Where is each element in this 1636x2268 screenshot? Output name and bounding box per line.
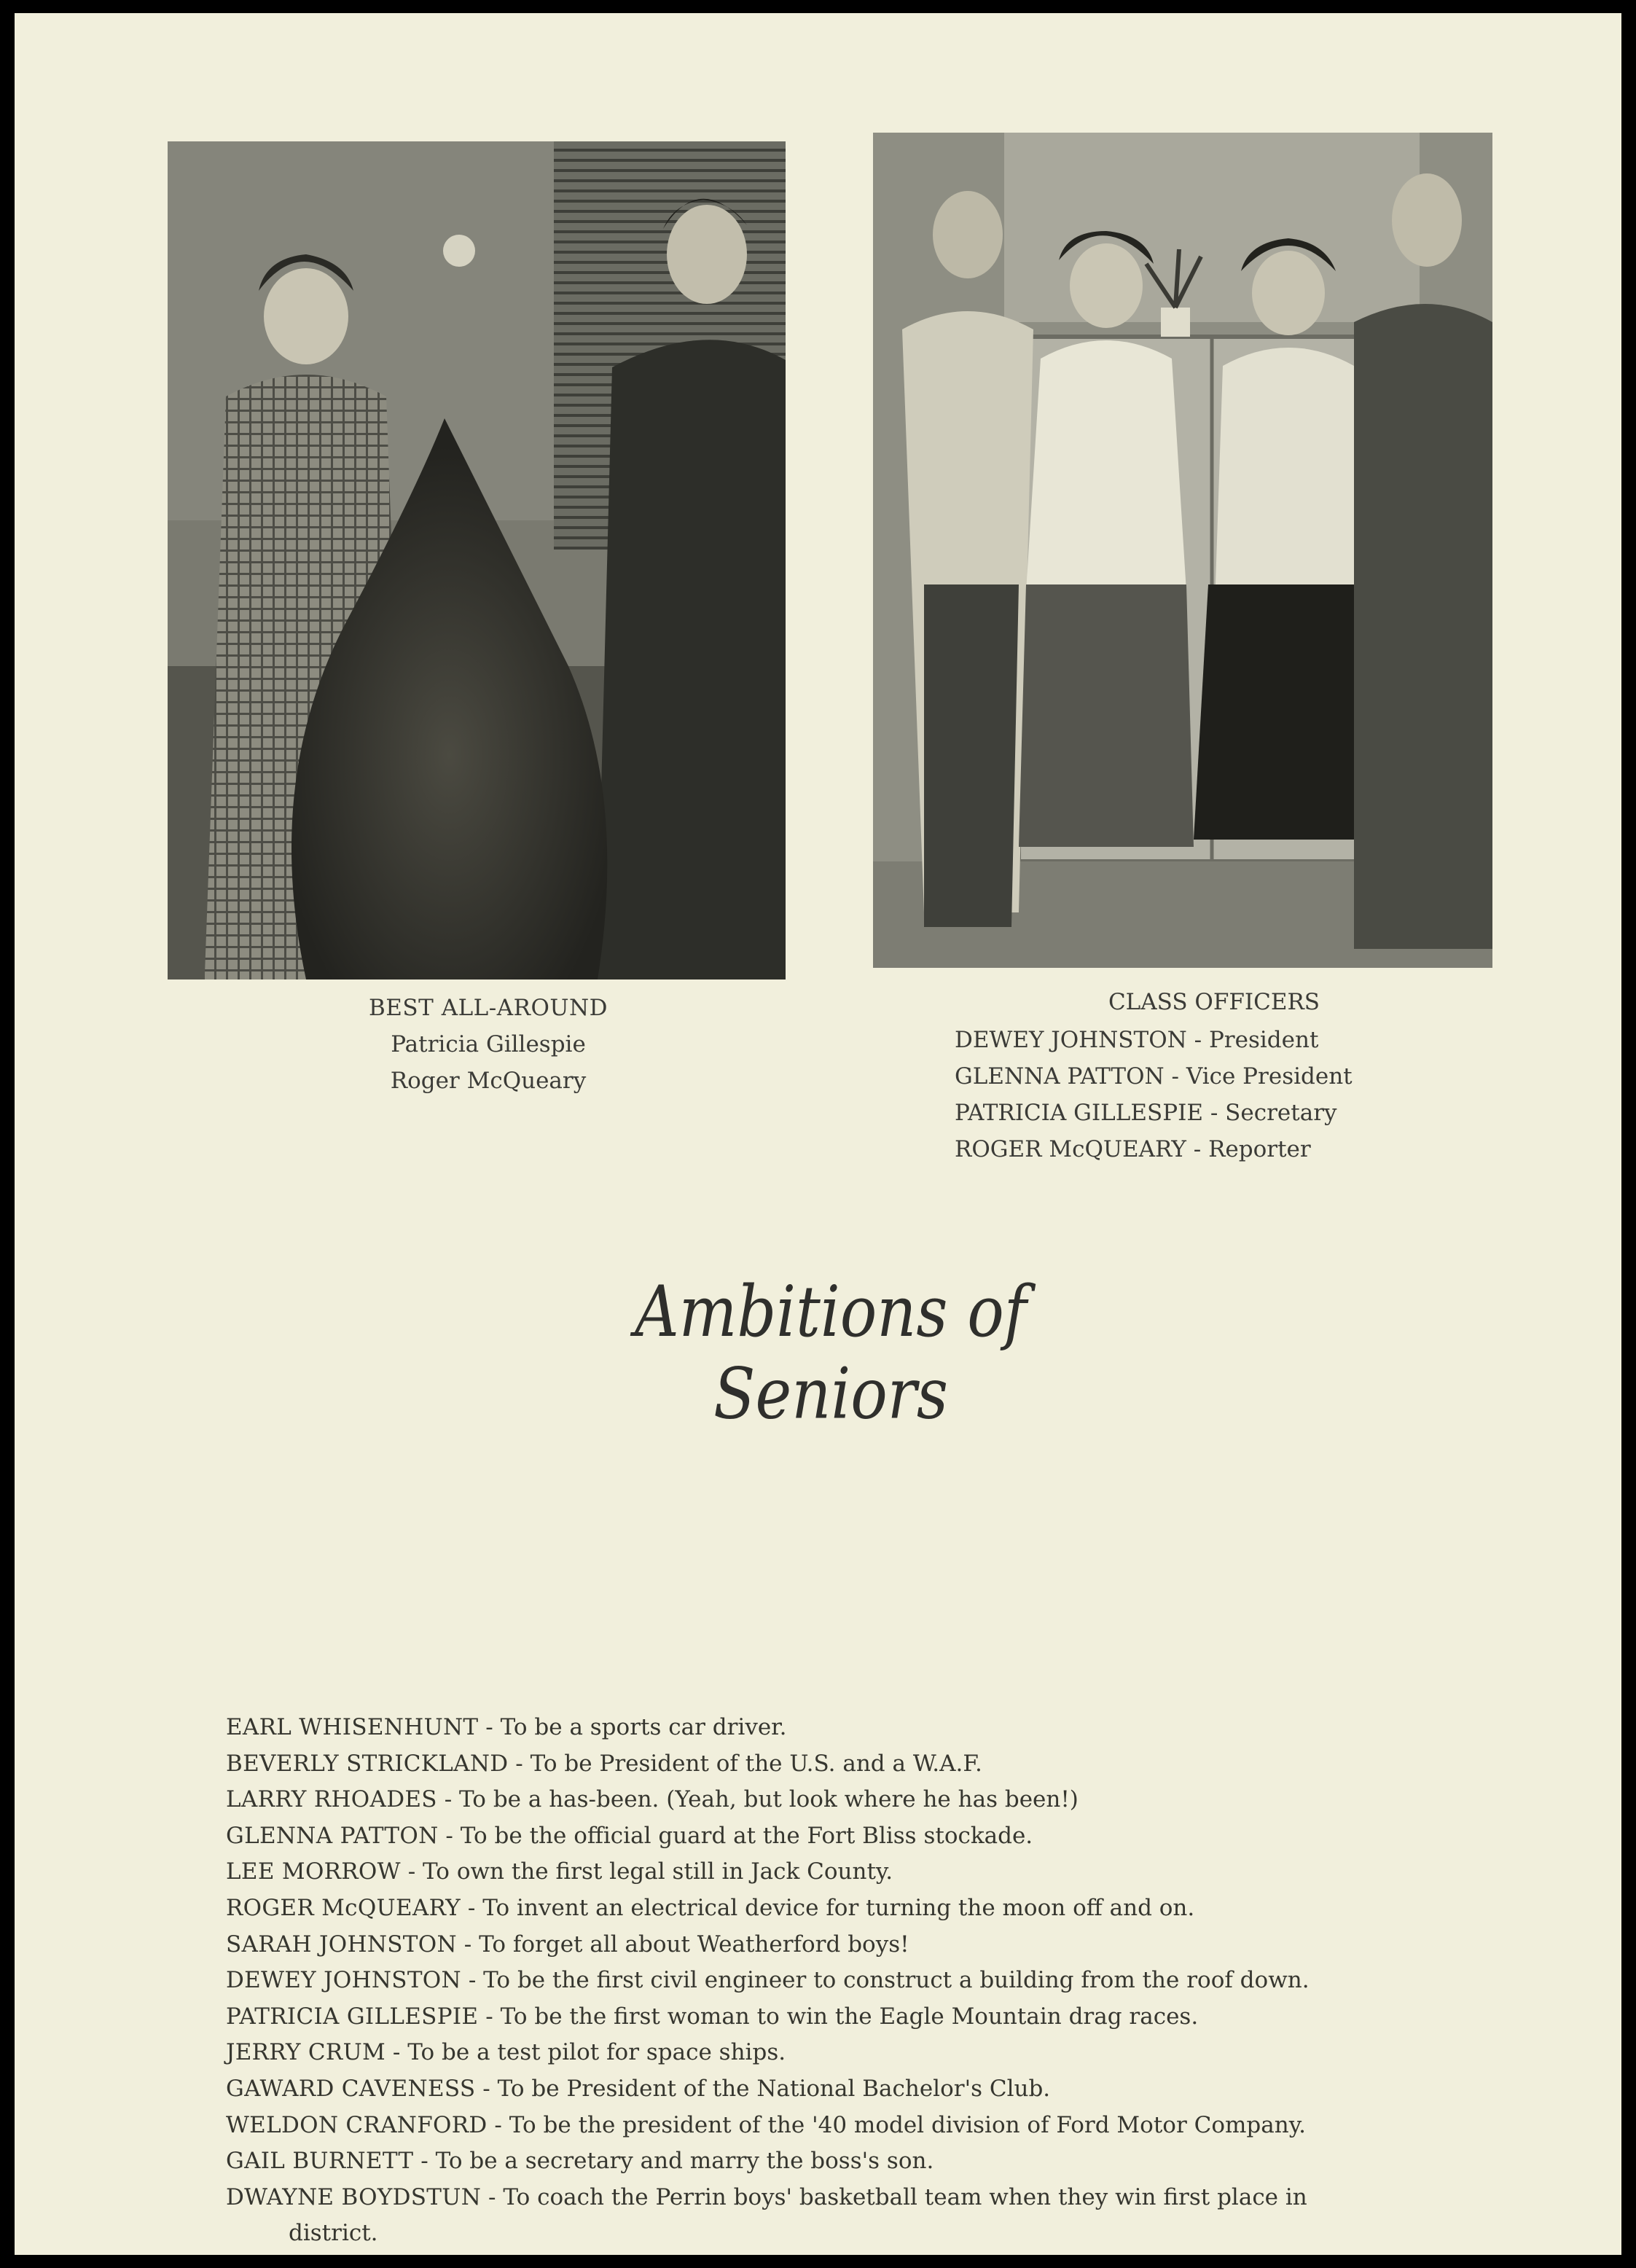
- ambition-text: To own the first legal still in Jack County.: [423, 1858, 893, 1885]
- ambitions-heading: Ambitions of Seniors: [635, 1270, 1027, 1435]
- ambition-continuation: district.: [289, 2220, 378, 2247]
- ambition-text: To be the first civil engineer to construct a building from the roof down.: [483, 1967, 1310, 1994]
- separator: -: [1193, 1136, 1202, 1162]
- best-all-around-name: Roger McQueary: [390, 1068, 587, 1094]
- separator: -: [482, 2075, 490, 2102]
- ambition-row: [226, 1999, 1465, 2036]
- senior-name: GLENNA PATTON: [226, 1822, 439, 1849]
- ambition-text: To be a test pilot for space ships.: [407, 2039, 786, 2066]
- class-officers-list: [955, 1022, 1465, 1168]
- ambition-text: To forget all about Weatherford boys!: [479, 1931, 909, 1958]
- separator: -: [515, 1750, 523, 1777]
- ambition-row: [226, 2108, 1465, 2144]
- best-all-around-name: Patricia Gillespie: [391, 1031, 586, 1057]
- best-all-around-title: BEST ALL-AROUND: [369, 995, 608, 1021]
- ambition-row: [226, 1782, 1465, 1818]
- ambition-text: To coach the Perrin boys' basketball team when they win first place in: [503, 2183, 1307, 2210]
- best-all-around-caption: [321, 990, 656, 1099]
- ambition-row: [226, 2071, 1465, 2108]
- best-all-around-photo: [168, 141, 786, 979]
- separator: -: [468, 1967, 477, 1994]
- senior-name: LEE MORROW: [226, 1858, 401, 1885]
- senior-name: PATRICIA GILLESPIE: [226, 2003, 479, 2030]
- senior-name: SARAH JOHNSTON: [226, 1931, 457, 1958]
- officer-row: [955, 1131, 1465, 1168]
- separator: -: [420, 2148, 428, 2175]
- ambition-text: To be a secretary and marry the boss's son.: [435, 2148, 934, 2175]
- senior-name: DWAYNE BOYDSTUN: [226, 2183, 482, 2210]
- separator: -: [444, 1786, 453, 1813]
- ambition-text: To be a has-been. (Yeah, but look where he has been!): [459, 1786, 1079, 1813]
- ambition-row: [226, 1890, 1465, 1927]
- ambition-text: To be President of the U.S. and a W.A.F.: [530, 1750, 982, 1777]
- officer-row: [955, 1058, 1465, 1095]
- senior-name: BEVERLY STRICKLAND: [226, 1750, 509, 1777]
- officer-row: [955, 1095, 1465, 1131]
- senior-name: GAWARD CAVENESS: [226, 2075, 476, 2102]
- officer-role: President: [1208, 1027, 1319, 1053]
- ambition-row: [226, 1963, 1465, 1999]
- separator: -: [445, 1822, 453, 1849]
- class-officers-title: CLASS OFFICERS: [1108, 989, 1320, 1015]
- separator: -: [485, 1714, 493, 1740]
- officer-name: ROGER McQUEARY: [955, 1136, 1186, 1162]
- separator: -: [1210, 1100, 1218, 1126]
- senior-name: GAIL BURNETT: [226, 2148, 414, 2175]
- senior-name: LARRY RHOADES: [226, 1786, 437, 1813]
- senior-name: ROGER McQUEARY: [226, 1894, 461, 1921]
- yearbook-page: [15, 13, 1621, 2255]
- separator: -: [494, 2111, 502, 2138]
- ambitions-list: [226, 1710, 1465, 2252]
- ambition-text: To be the official guard at the Fort Bliss stockade.: [460, 1822, 1033, 1849]
- ambition-row: [226, 1746, 1465, 1783]
- senior-name: DEWEY JOHNSTON: [226, 1967, 461, 1994]
- officer-row: [955, 1022, 1465, 1058]
- ambition-row: [226, 2180, 1465, 2216]
- officer-role: Reporter: [1208, 1136, 1311, 1162]
- ambition-row: [226, 2035, 1465, 2071]
- class-officers-photo: [873, 133, 1492, 968]
- senior-name: EARL WHISENHUNT: [226, 1714, 479, 1740]
- separator: -: [1171, 1063, 1179, 1090]
- officer-name: DEWEY JOHNSTON: [955, 1027, 1187, 1053]
- ambition-row: [226, 1818, 1465, 1855]
- separator: -: [488, 2183, 496, 2210]
- officer-name: GLENNA PATTON: [955, 1063, 1165, 1090]
- officer-role: Vice President: [1186, 1063, 1353, 1090]
- senior-name: JERRY CRUM: [226, 2039, 386, 2066]
- senior-name: WELDON CRANFORD: [226, 2111, 488, 2138]
- officer-name: PATRICIA GILLESPIE: [955, 1100, 1203, 1126]
- separator: -: [407, 1858, 416, 1885]
- ambition-text: To be the first woman to win the Eagle Mountain drag races.: [500, 2003, 1199, 2030]
- ambition-row: [226, 1854, 1465, 1890]
- separator: -: [1194, 1027, 1202, 1053]
- ambition-row: [226, 1710, 1465, 1746]
- separator: -: [392, 2039, 401, 2066]
- ambition-text: To be the president of the '40 model division of Ford Motor Company.: [509, 2111, 1306, 2138]
- separator: -: [463, 1931, 472, 1958]
- ambition-text: To invent an electrical device for turning the moon off and on.: [482, 1894, 1195, 1921]
- ambition-text: To be a sports car driver.: [500, 1714, 787, 1740]
- officer-role: Secretary: [1225, 1100, 1337, 1126]
- ambition-row: [226, 2143, 1465, 2180]
- ambition-text: To be President of the National Bachelor's Club.: [497, 2075, 1051, 2102]
- separator: -: [467, 1894, 476, 1921]
- separator: -: [485, 2003, 493, 2030]
- ambition-row: [226, 1927, 1465, 1963]
